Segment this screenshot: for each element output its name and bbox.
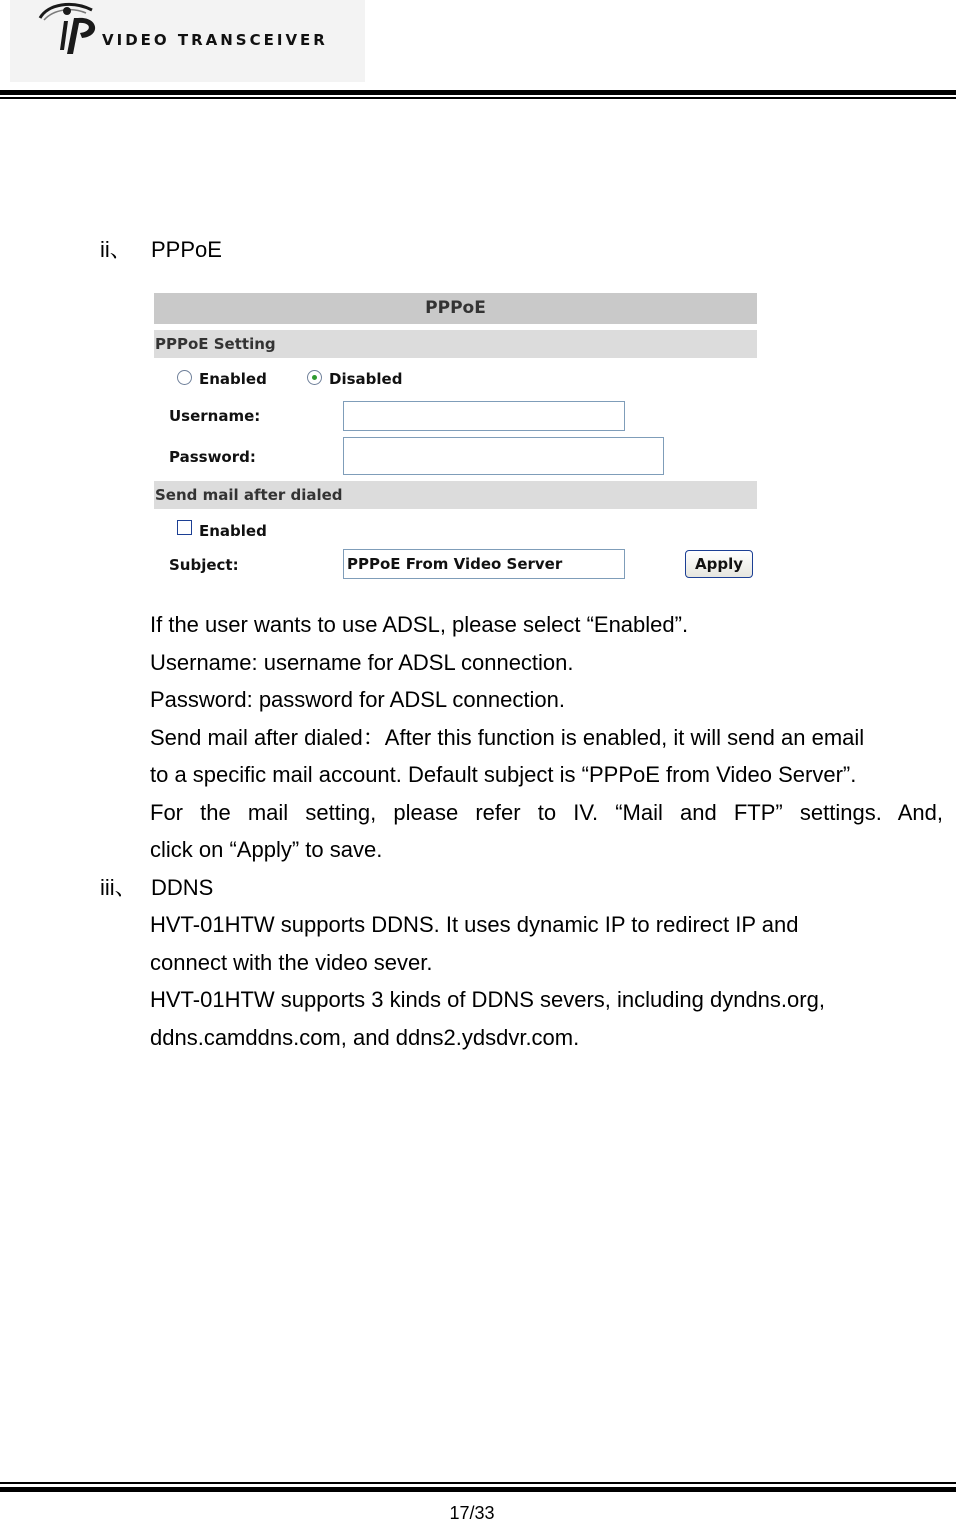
company-logo (10, 0, 365, 82)
subject-input[interactable]: PPPoE From Video Server (343, 549, 625, 579)
brand-text: VIDEO TRANSCEIVER (102, 31, 328, 49)
pppoe-text-line: to a specific mail account. Default subject is “PPPoE from Video Server”. (150, 762, 857, 787)
password-label: Password: (169, 448, 256, 466)
section-number-iii: iii、 (100, 875, 137, 900)
pppoe-settings-panel (154, 293, 757, 583)
radio-selected-dot (312, 375, 317, 380)
pppoe-description (150, 606, 946, 869)
pppoe-text-line: If the user wants to use ADSL, please select “Enabled”. (150, 612, 689, 637)
pppoe-enabled-label: Enabled (199, 370, 267, 388)
apply-button[interactable]: Apply (685, 550, 753, 578)
pppoe-setting-bar: PPPoE Setting (154, 330, 757, 358)
ddns-text-line: HVT-01HTW supports 3 kinds of DDNS severs, including dyndns.org, (150, 987, 825, 1012)
pppoe-disabled-radio[interactable] (307, 370, 322, 385)
section-number-ii: ii、 (100, 237, 132, 262)
pppoe-text-line: Password: password for ADSL connection. (150, 687, 565, 712)
footer-rule (0, 1487, 956, 1492)
send-mail-enabled-label: Enabled (199, 522, 267, 540)
panel-title: PPPoE (154, 293, 757, 324)
ddns-text-line: ddns.camddns.com, and ddns2.ydsdvr.com. (150, 1024, 580, 1050)
pppoe-text-line: Username: username for ADSL connection. (150, 649, 574, 675)
send-mail-enabled-checkbox[interactable] (177, 520, 192, 535)
pppoe-text-line: Send mail after dialed：After this function is enabled, it will send an email (150, 724, 865, 750)
pppoe-enabled-radio[interactable] (177, 370, 192, 385)
pppoe-text-line: For the mail setting, please refer to IV. “Mail and FTP” settings. And, (150, 799, 943, 825)
footer-rule-thin (0, 1482, 956, 1484)
send-mail-bar: Send mail after dialed (154, 481, 757, 509)
ddns-text-line: connect with the video sever. (150, 949, 433, 975)
section-title-ddns: DDNS (151, 875, 214, 900)
header-rule (0, 90, 956, 95)
ddns-text-line: HVT-01HTW supports DDNS. It uses dynamic IP to redirect IP and (150, 912, 799, 937)
page-header (0, 0, 956, 100)
ddns-description (150, 906, 946, 1056)
pppoe-text-line: click on “Apply” to save. (150, 837, 383, 862)
page-number: 17/33 (449, 1503, 495, 1523)
pppoe-disabled-label: Disabled (329, 370, 403, 388)
username-input[interactable] (343, 401, 625, 431)
password-input[interactable] (343, 437, 664, 475)
username-label: Username: (169, 407, 261, 425)
header-rule-thin (0, 97, 956, 99)
section-title-pppoe: PPPoE (151, 237, 222, 262)
subject-label: Subject: (169, 556, 239, 574)
